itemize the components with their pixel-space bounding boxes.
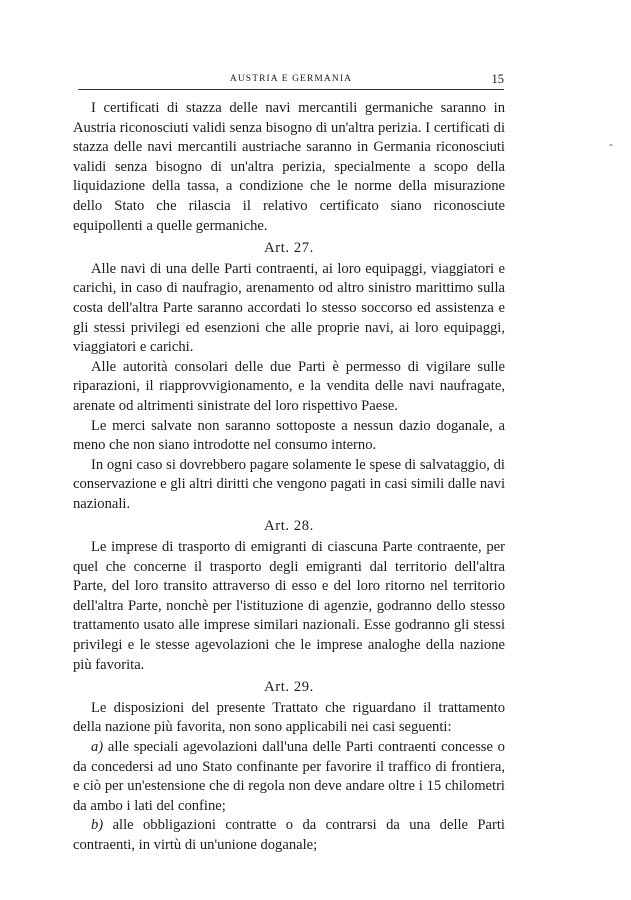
body-text	[73, 99, 505, 856]
article-27-paragraph-1: Alle navi di una delle Parti contraenti, ai loro equipaggi, viaggiatori e carichi, in caso di naufragio, arenamento od altro sinistro marittimo sulla costa dell'altra Parte saranno accordati lo stesso soccorso ed assistenza e gli stessi privilegi ed esenzioni che alle proprie navi, ai loro equipaggi, viaggiatori e carichi.	[73, 260, 505, 356]
item-a-label: a)	[91, 739, 104, 755]
item-b-label: b)	[91, 817, 104, 834]
header-rule	[78, 89, 504, 90]
article-27-paragraph-4: In ogni caso si dovrebbero pagare solamente le spese di salvataggio, di conservazione e gli altri diritti che vengono pagati in casi simili dalle navi nazionali.	[73, 456, 506, 512]
article-29-item-b	[73, 816, 505, 855]
scan-speck	[609, 144, 613, 146]
running-title: AUSTRIA E GERMANIA	[229, 74, 353, 84]
page-header	[78, 68, 504, 90]
page-number: 15	[491, 72, 504, 86]
article-29-paragraph-1: Le disposizioni del presente Trattato che riguardano il trattamento della nazione più favorita, non sono applicabili nei casi seguenti:	[73, 699, 505, 736]
article-27-paragraph-2: Alle autorità consolari delle due Parti è permesso di vigilare sulle riparazioni, il riapprovvigionamento, e la vendita delle navi naufragate, arenate od altrimenti sinistrate del loro rispettivo Paese.	[73, 358, 505, 414]
article-28-paragraph-1: Le imprese di trasporto di emigranti di ciascuna Parte contraente, per quel che concerne il trasporto degli emigranti dal territorio dell'altra Parte, del loro transito attraverso di esso e del loro ritorno nel territorio dell'altra Parte, nonchè per l'istituzione di agenzie, godranno dello stesso trattamento usato alle imprese similari nazionali. Esse godranno gli stessi privilegi e le stesse agevolazioni che le imprese analoghe della nazione più favorita.	[73, 539, 505, 673]
article-28-heading: Art. 28.	[264, 518, 314, 535]
item-a-text: alle speciali agevolazioni dall'una delle Parti contraenti concesse o da concedersi ad uno Stato confinante per favorire il traffico di frontiera, e ciò per un'estensione che di regola non deve andare oltre i 15 chilometri da ambo i lati del confine;	[73, 739, 505, 814]
article-29-heading: Art. 29.	[264, 679, 314, 696]
article-27-heading: Art. 27.	[264, 240, 314, 257]
paragraph-stazza-certificates: I certificati di stazza delle navi mercantili germaniche saranno in Austria riconosciuti validi senza bisogno di un'altra perizia. I certificati di stazza delle navi mercantili austriache saranno in Germania riconosciuti validi senza bisogno di un'altra perizia, specialmente a scopo della liquidazione della tassa, a condizione che le norme della misurazione dello Stato che rilascia il relativo certificato siano riconosciute equipollenti a quelle germaniche.	[73, 100, 505, 234]
item-b-text: alle obbligazioni contratte o da contrarsi da una delle Parti contraenti, in virtù di un'unione doganale;	[73, 817, 505, 853]
article-29-item-a	[73, 738, 505, 816]
article-27-paragraph-3: Le merci salvate non saranno sottoposte a nessun dazio doganale, a meno che non siano introdotte nel consumo interno.	[73, 417, 505, 454]
